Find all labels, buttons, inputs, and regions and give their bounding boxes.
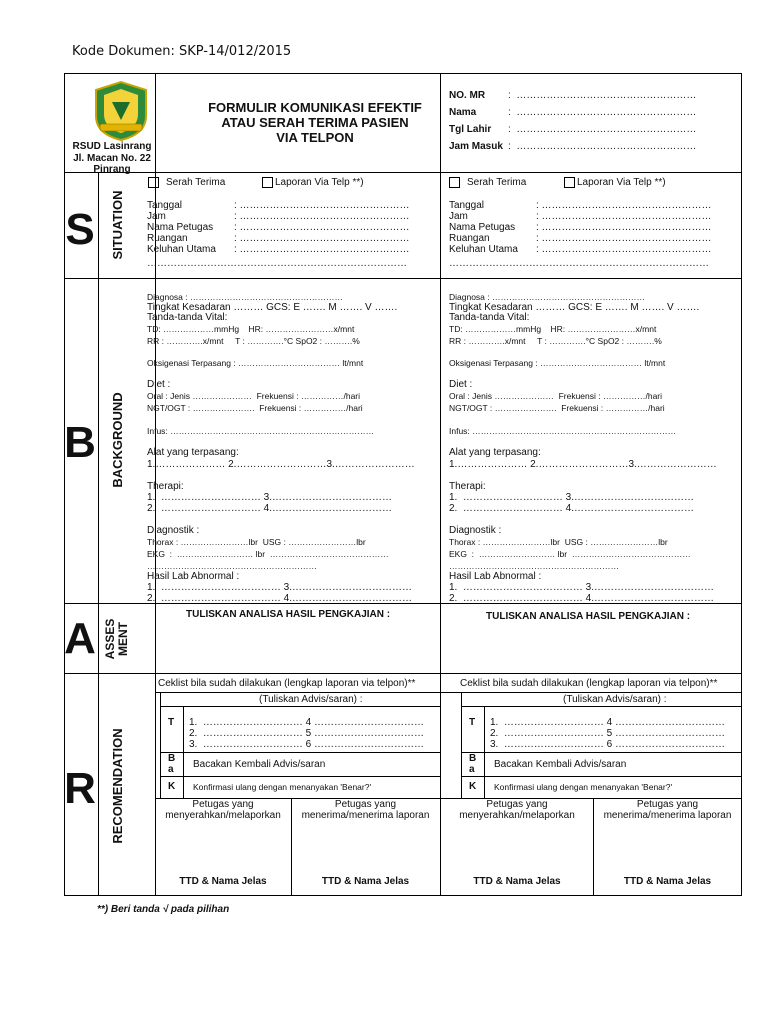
bg-terapi-1: 1. ………………………… 3.……………………………… (449, 492, 695, 503)
mid-divider-top (440, 73, 441, 600)
bg-thorax: Thorax : ……………………lbr USG : ……………………lbr (449, 537, 668, 547)
bg-ngt: NGT/OGT : …………………. Frekuensi : ……………/hari (449, 403, 665, 413)
bg-diet: Diet : (147, 379, 171, 390)
checkbox-serah-terima[interactable] (449, 177, 460, 188)
bg-alat-list: 1.………………… 2.………………………3.…………………… (449, 459, 717, 470)
rec-ba-text: Bacakan Kembali Advis/saran (193, 759, 326, 770)
opt-laporan-telp: Laporan Via Telp **) (577, 177, 666, 188)
bg-dots: …………………………………………………… (449, 561, 619, 571)
bg-lab: Hasil Lab Abnormal : (449, 571, 542, 582)
bg-td: TD: ………………mmHg HR: ……………………x/mnt (147, 324, 355, 334)
opt-serah-terima: Serah Terima (166, 177, 226, 188)
rec-k-label: K (168, 781, 176, 792)
rec-ba-label: B a (168, 753, 176, 775)
ttd-nama-jelas: TTD & Nama Jelas (623, 876, 712, 887)
bg-thorax: Thorax : ……………………lbr USG : ……………………lbr (147, 537, 366, 547)
section-s-label: SITUATION (110, 190, 125, 260)
bg-kesadaran: Tingkat Kesadaran ……… GCS: E ……. M ……. V ……. (449, 302, 700, 313)
opt-serah-terima: Serah Terima (467, 177, 527, 188)
label-tgl-lahir: Tgl Lahir (449, 124, 492, 135)
divider (461, 776, 742, 777)
bg-alat: Alat yang terpasang: (449, 447, 541, 458)
divider (155, 692, 742, 693)
divider (160, 776, 440, 777)
rec-t-lines: 1. ………………………… 4 …………………………… 2. ………………………… 5 …………………………… 3. ………………………… 6 …………………………… (189, 717, 425, 750)
divider (461, 752, 742, 753)
rec-t-lines: 1. ………………………… 4 …………………………… 2. ………………………… 5 …………………………… 3. ………………………… 6 …………………………… (490, 717, 726, 750)
divider (64, 172, 742, 173)
label-divider (98, 172, 99, 896)
form-title: FORMULIR KOMUNIKASI EFEKTIF ATAU SERAH TERIMA PASIEN VIA TELPON (208, 100, 422, 145)
bg-vital: Tanda-tanda Vital: (449, 312, 530, 323)
situation-values: : …………………………………………… : …………………………………………… : …………………………………………… : …………………………………………… : …………………………………………… (536, 200, 712, 255)
label-no-mr: NO. MR (449, 90, 486, 101)
assessment-heading: TULISKAN ANALISA HASIL PENGKAJIAN : (186, 609, 391, 620)
bg-alat-list: 1.………………… 2.………………………3.…………………… (147, 459, 415, 470)
bg-lab-1: 1. ……………………………… 3.……………………………… (449, 582, 715, 593)
checkbox-laporan-telp[interactable] (564, 177, 575, 188)
divider (461, 706, 742, 707)
bg-diagnosa: Diagnosa : ……………………………………………… (449, 292, 645, 302)
rec-k-text: Konfirmasi ulang dengan menanyakan 'Benar?' (494, 782, 673, 792)
divider (64, 673, 742, 674)
hospital-logo-icon (88, 80, 154, 142)
hospital-address: Jl. Macan No. 22 (73, 153, 151, 164)
rec-t-label: T (168, 717, 175, 728)
rec-ba-text: Bacakan Kembali Advis/saran (494, 759, 627, 770)
bg-oral: Oral : Jenis ………………… Frekuensi : ……………/hari (449, 391, 663, 401)
label-jam-masuk: Jam Masuk (449, 141, 503, 152)
section-a-letter: A (64, 614, 96, 663)
label-nama: Nama (449, 107, 477, 118)
bg-oksigen: Oksigenasi Terpasang : ……………………………… lt/mnt (449, 358, 666, 368)
value-nama: : ……………………………………………… (508, 107, 697, 118)
petugas-menerima: Petugas yang menerima/menerima laporan (603, 799, 732, 821)
bg-diet: Diet : (449, 379, 473, 390)
footnote: **) Beri tanda √ pada pilihan (97, 904, 230, 915)
value-tgl-lahir: : ……………………………………………… (508, 124, 697, 135)
ttd-nama-jelas: TTD & Nama Jelas (473, 876, 561, 887)
ttd-nama-jelas: TTD & Nama Jelas (179, 876, 267, 887)
bg-terapi-1: 1. ………………………… 3.……………………………… (147, 492, 393, 503)
situation-labels: Tanggal Jam Nama Petugas Ruangan Keluhan Utama (147, 200, 216, 255)
divider (160, 692, 161, 798)
bg-terapi-2: 2. ………………………… 4.……………………………… (449, 503, 695, 514)
bg-infus: Infus: ……………………………………………………………… (449, 426, 677, 436)
situation-trailing: …………………………………………………………………… (147, 258, 407, 269)
bg-terapi-2: 2. ………………………… 4.……………………………… (147, 503, 393, 514)
bg-ekg: EKG : ……………………… lbr …………………………………… (449, 549, 691, 559)
assessment-heading: TULISKAN ANALISA HASIL PENGKAJIAN : (486, 611, 691, 622)
bg-diagnostik: Diagnostik : (147, 525, 200, 536)
petugas-menerima: Petugas yang menerima/menerima laporan (301, 799, 430, 821)
rec-checklist-note: Ceklist bila sudah dilakukan (lengkap laporan via telpon)** (460, 678, 718, 689)
divider (160, 706, 440, 707)
bg-td: TD: ………………mmHg HR: ……………………x/mnt (449, 324, 657, 334)
bg-lab: Hasil Lab Abnormal : (147, 571, 240, 582)
section-r-letter: R (64, 764, 96, 813)
bg-oral: Oral : Jenis ………………… Frekuensi : ……………/hari (147, 391, 361, 401)
rec-advis-label: (Tuliskan Advis/saran) : (259, 694, 363, 705)
bg-terapi: Therapi: (147, 481, 184, 492)
rec-checklist-note: Ceklist bila sudah dilakukan (lengkap laporan via telpon)** (158, 678, 416, 689)
divider (461, 692, 462, 798)
checkbox-serah-terima[interactable] (148, 177, 159, 188)
rec-t-label: T (469, 717, 476, 728)
section-r-label: RECOMENDATION (110, 728, 125, 844)
bg-infus: Infus: ……………………………………………………………… (147, 426, 375, 436)
mid-divider-bottom (440, 673, 441, 896)
situation-values: : …………………………………………… : …………………………………………… : …………………………………………… : …………………………………………… : …………………………………………… (234, 200, 410, 255)
petugas-menyerahkan: Petugas yang menyerahkan/melaporkan (459, 799, 575, 821)
section-a-label: ASSES MENT (103, 618, 130, 660)
bg-rr: RR : ………….x/mnt T : ………….°C SpO2 : ……….% (147, 336, 360, 346)
petugas-menyerahkan: Petugas yang menyerahkan/melaporkan (165, 799, 281, 821)
bg-alat: Alat yang terpasang: (147, 447, 239, 458)
rec-advis-label: (Tuliskan Advis/saran) : (563, 694, 667, 705)
rec-k-text: Konfirmasi ulang dengan menanyakan 'Benar?' (193, 782, 372, 792)
situation-labels: Tanggal Jam Nama Petugas Ruangan Keluhan Utama (449, 200, 518, 255)
bg-lab-2: 2. ……………………………… 4.……………………………… (449, 593, 715, 604)
opt-laporan-telp: Laporan Via Telp **) (275, 177, 364, 188)
hospital-city: Pinrang (93, 164, 131, 175)
bg-terapi: Therapi: (449, 481, 486, 492)
situation-trailing: …………………………………………………………………… (449, 258, 709, 269)
bg-rr: RR : ………….x/mnt T : ………….°C SpO2 : ……….% (449, 336, 662, 346)
bg-diagnostik: Diagnostik : (449, 525, 502, 536)
section-b-letter: B (64, 418, 96, 467)
value-no-mr: : ……………………………………………… (508, 90, 697, 101)
bg-lab-2: 2. ……………………………… 4.……………………………… (147, 593, 413, 604)
bg-diagnosa: Diagnosa : ……………………………………………… (147, 292, 343, 302)
section-b-label: BACKGROUND (110, 392, 125, 488)
hospital-name: RSUD Lasinrang (72, 141, 152, 152)
bg-ekg: EKG : ……………………… lbr …………………………………… (147, 549, 389, 559)
divider (64, 278, 742, 279)
bg-oksigen: Oksigenasi Terpasang : ……………………………… lt/mnt (147, 358, 364, 368)
bg-ngt: NGT/OGT : …………………. Frekuensi : ……………/hari (147, 403, 363, 413)
value-jam-masuk: : ……………………………………………… (508, 141, 697, 152)
bg-dots: …………………………………………………… (147, 561, 317, 571)
bg-vital: Tanda-tanda Vital: (147, 312, 228, 323)
rec-k-label: K (469, 781, 477, 792)
bg-kesadaran: Tingkat Kesadaran ……… GCS: E ……. M ……. V ……. (147, 302, 398, 313)
mid-divider-a (440, 600, 441, 673)
divider (160, 752, 440, 753)
section-s-letter: S (65, 205, 95, 254)
checkbox-laporan-telp[interactable] (262, 177, 273, 188)
document-code: Kode Dokumen: SKP-14/012/2015 (72, 44, 292, 59)
ttd-nama-jelas: TTD & Nama Jelas (321, 876, 410, 887)
bg-lab-1: 1. ……………………………… 3.……………………………… (147, 582, 413, 593)
rec-ba-label: B a (469, 753, 477, 775)
